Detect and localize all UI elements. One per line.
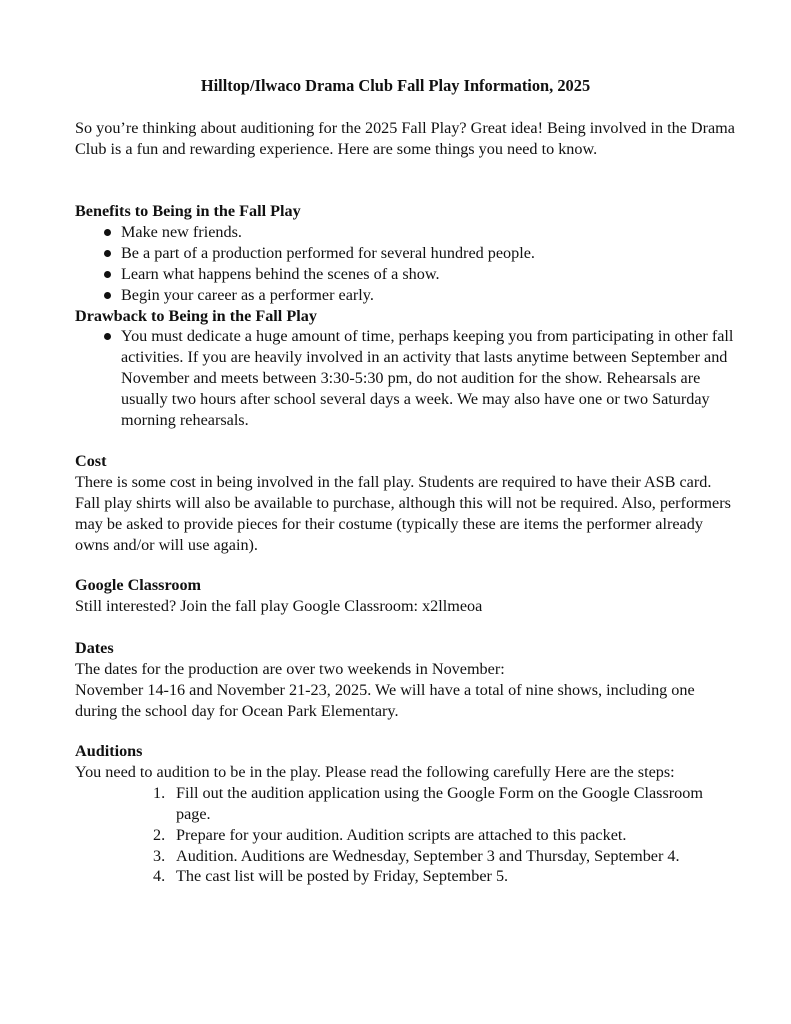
cost-section (75, 451, 735, 556)
benefits-heading: Benefits to Being in the Fall Play (75, 202, 301, 220)
classroom-heading: Google Classroom (75, 576, 202, 594)
list-item: 2. Prepare for your audition. Audition scripts are attached to this packet. (153, 825, 627, 844)
list-item: You must dedicate a huge amount of time, perhaps keeping you from participating in other fall activities. If you are heavily involved in an activity that lasts anytime between September and November and meets between 3:30-5:30 pm, do not audition for the show. Rehearsals are usually two hours after school several days a week. We may also have one or two Saturday morning rehearsals. (75, 326, 735, 431)
list-item: Be a part of a production performed for several hundred people. (75, 243, 735, 264)
drawback-heading: Drawback to Being in the Fall Play (75, 306, 317, 325)
classroom-section (75, 575, 735, 617)
dates-section (75, 638, 735, 722)
bullet-icon (104, 292, 111, 299)
list-item: 4. The cast list will be posted by Friday, September 5. (153, 867, 509, 886)
auditions-steps (75, 783, 735, 888)
bullet-icon (104, 229, 111, 236)
list-item: Make new friends. (75, 222, 735, 243)
benefits-section (75, 201, 735, 431)
list-item: Begin your career as a performer early. (75, 285, 735, 306)
list-item: 1. Fill out the audition application using the Google Form on the Google Classroom page. (153, 783, 703, 823)
intro-paragraph: So you’re thinking about auditioning for the 2025 Fall Play? Great idea! Being involved in the Drama Club is a fun and rewarding experience. Here are some things you need to know. (75, 119, 735, 158)
bullet-icon (104, 271, 111, 278)
dates-heading: Dates (75, 639, 114, 657)
cost-paragraph: There is some cost in being involved in the fall play. Students are required to have their ASB card. Fall play shirts will also be available to purchase, although this will not be required. Also, performers may be asked to provide pieces for their costume (typically these are items the performer already owns and/or will use again). (75, 472, 731, 554)
drawback-list (75, 326, 735, 431)
benefits-list (75, 222, 735, 306)
auditions-section (75, 741, 735, 887)
page-title: Hilltop/Ilwaco Drama Club Fall Play Information, 2025 (200, 76, 591, 95)
dates-line-2: November 14-16 and November 21-23, 2025. We will have a total of nine shows, including one during the school day for Ocean Park Elementary. (75, 680, 695, 720)
bullet-icon (104, 250, 111, 257)
cost-heading: Cost (75, 452, 107, 470)
bullet-icon (104, 333, 111, 340)
classroom-paragraph: Still interested? Join the fall play Google Classroom: x2llmeoa (75, 596, 483, 615)
auditions-paragraph: You need to audition to be in the play. Please read the following carefully Here are the steps: (75, 762, 675, 781)
list-item: 3. Audition. Auditions are Wednesday, September 3 and Thursday, September 4. (153, 846, 680, 865)
dates-line-1: The dates for the production are over two weekends in November: (75, 659, 505, 678)
auditions-heading: Auditions (75, 742, 143, 760)
list-item: Learn what happens behind the scenes of a show. (75, 264, 735, 285)
